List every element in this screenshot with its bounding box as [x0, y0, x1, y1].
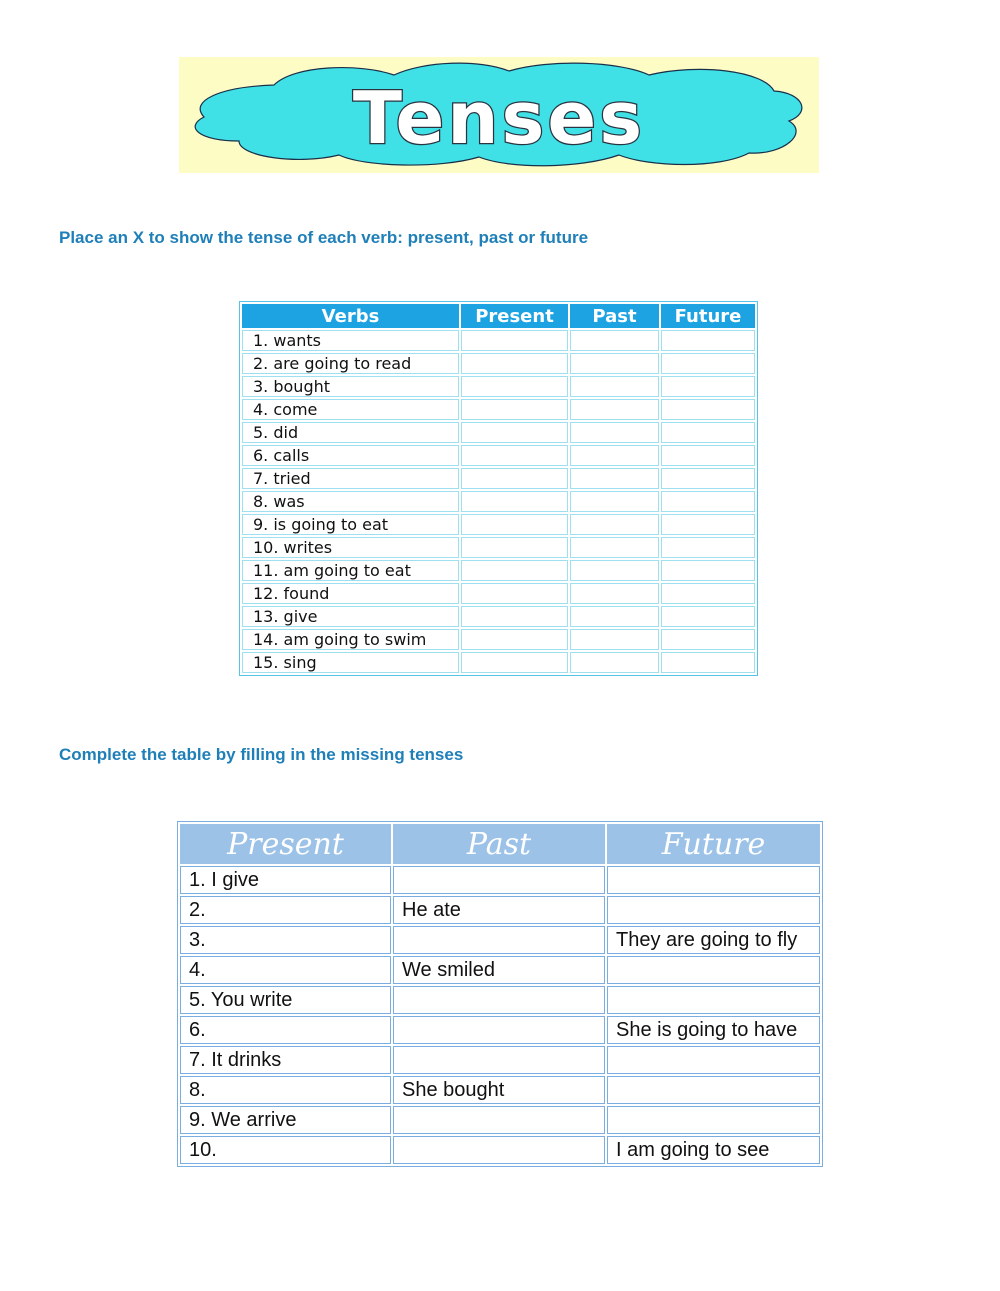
past-cell[interactable]	[393, 1016, 605, 1044]
present-cell: 5. You write	[180, 986, 391, 1014]
future-cell[interactable]	[607, 896, 820, 924]
missing-tenses-table	[177, 821, 823, 1167]
verb-cell: 7. tried	[242, 468, 459, 489]
future-answer-cell[interactable]	[661, 537, 755, 558]
present-cell: 4.	[180, 956, 391, 984]
header-present: Present	[461, 304, 568, 328]
present-answer-cell[interactable]	[461, 606, 568, 627]
future-cell[interactable]	[607, 1046, 820, 1074]
future-cell[interactable]	[607, 1076, 820, 1104]
future-cell[interactable]	[607, 956, 820, 984]
future-answer-cell[interactable]	[661, 468, 755, 489]
title-banner	[179, 57, 819, 173]
cloud-icon	[179, 57, 819, 173]
future-answer-cell[interactable]	[661, 514, 755, 535]
header-future: Future	[607, 824, 820, 864]
present-answer-cell[interactable]	[461, 399, 568, 420]
future-answer-cell[interactable]	[661, 583, 755, 604]
table-row	[242, 353, 755, 374]
past-cell[interactable]	[393, 926, 605, 954]
present-answer-cell[interactable]	[461, 652, 568, 673]
present-cell: 10.	[180, 1136, 391, 1164]
table-row	[180, 956, 820, 984]
table-row	[242, 376, 755, 397]
exercise2-instruction: Complete the table by filling in the missing tenses	[59, 745, 464, 764]
verb-cell: 11. am going to eat	[242, 560, 459, 581]
past-cell[interactable]	[393, 866, 605, 894]
future-answer-cell[interactable]	[661, 652, 755, 673]
past-cell: We smiled	[393, 956, 605, 984]
table-row	[242, 445, 755, 466]
table-row	[242, 514, 755, 535]
future-answer-cell[interactable]	[661, 606, 755, 627]
verb-cell: 10. writes	[242, 537, 459, 558]
past-cell: He ate	[393, 896, 605, 924]
future-cell: I am going to see	[607, 1136, 820, 1164]
present-answer-cell[interactable]	[461, 353, 568, 374]
present-cell: 8.	[180, 1076, 391, 1104]
table-row	[180, 1136, 820, 1164]
past-answer-cell[interactable]	[570, 629, 659, 650]
verb-cell: 12. found	[242, 583, 459, 604]
verb-cell: 1. wants	[242, 330, 459, 351]
past-cell[interactable]	[393, 1106, 605, 1134]
present-answer-cell[interactable]	[461, 583, 568, 604]
verb-cell: 15. sing	[242, 652, 459, 673]
table-row	[180, 926, 820, 954]
verb-cell: 13. give	[242, 606, 459, 627]
exercise1-instruction: Place an X to show the tense of each verb: present, past or future	[59, 228, 589, 247]
table-row	[180, 1046, 820, 1074]
past-cell[interactable]	[393, 986, 605, 1014]
future-answer-cell[interactable]	[661, 399, 755, 420]
future-answer-cell[interactable]	[661, 330, 755, 351]
verb-cell: 9. is going to eat	[242, 514, 459, 535]
verb-cell: 4. come	[242, 399, 459, 420]
table-row	[180, 1076, 820, 1104]
present-answer-cell[interactable]	[461, 376, 568, 397]
future-cell[interactable]	[607, 1106, 820, 1134]
present-cell: 9. We arrive	[180, 1106, 391, 1134]
past-answer-cell[interactable]	[570, 445, 659, 466]
verb-cell: 3. bought	[242, 376, 459, 397]
verb-cell: 2. are going to read	[242, 353, 459, 374]
table-row	[242, 468, 755, 489]
table-row	[242, 537, 755, 558]
present-cell: 6.	[180, 1016, 391, 1044]
future-answer-cell[interactable]	[661, 353, 755, 374]
future-answer-cell[interactable]	[661, 376, 755, 397]
future-cell: They are going to fly	[607, 926, 820, 954]
present-answer-cell[interactable]	[461, 422, 568, 443]
past-answer-cell[interactable]	[570, 422, 659, 443]
table-row	[242, 652, 755, 673]
table-row	[180, 1016, 820, 1044]
future-cell: She is going to have	[607, 1016, 820, 1044]
table-row	[242, 399, 755, 420]
future-answer-cell[interactable]	[661, 629, 755, 650]
table-row	[242, 629, 755, 650]
verb-cell: 6. calls	[242, 445, 459, 466]
present-cell: 2.	[180, 896, 391, 924]
verb-cell: 5. did	[242, 422, 459, 443]
past-answer-cell[interactable]	[570, 514, 659, 535]
past-answer-cell[interactable]	[570, 560, 659, 581]
tense-identification-table	[239, 301, 758, 676]
header-future: Future	[661, 304, 755, 328]
table-row	[242, 583, 755, 604]
present-cell: 1. I give	[180, 866, 391, 894]
header-present: Present	[180, 824, 391, 864]
past-cell: She bought	[393, 1076, 605, 1104]
present-answer-cell[interactable]	[461, 445, 568, 466]
present-answer-cell[interactable]	[461, 537, 568, 558]
verb-cell: 14. am going to swim	[242, 629, 459, 650]
past-answer-cell[interactable]	[570, 353, 659, 374]
past-answer-cell[interactable]	[570, 652, 659, 673]
present-cell: 7. It drinks	[180, 1046, 391, 1074]
present-answer-cell[interactable]	[461, 330, 568, 351]
table-row	[180, 896, 820, 924]
future-cell[interactable]	[607, 866, 820, 894]
header-verbs: Verbs	[242, 304, 459, 328]
page-title: Tenses	[352, 76, 646, 160]
past-answer-cell[interactable]	[570, 491, 659, 512]
table-row	[180, 1106, 820, 1134]
present-answer-cell[interactable]	[461, 491, 568, 512]
table-row	[242, 422, 755, 443]
past-answer-cell[interactable]	[570, 399, 659, 420]
table-row	[242, 330, 755, 351]
past-answer-cell[interactable]	[570, 583, 659, 604]
present-answer-cell[interactable]	[461, 514, 568, 535]
table-row	[180, 986, 820, 1014]
header-past: Past	[393, 824, 605, 864]
table-row	[242, 491, 755, 512]
past-answer-cell[interactable]	[570, 376, 659, 397]
present-answer-cell[interactable]	[461, 560, 568, 581]
future-answer-cell[interactable]	[661, 560, 755, 581]
table-row	[242, 606, 755, 627]
present-answer-cell[interactable]	[461, 629, 568, 650]
future-answer-cell[interactable]	[661, 422, 755, 443]
table-header-row	[242, 304, 755, 328]
past-answer-cell[interactable]	[570, 537, 659, 558]
table-header-row	[180, 824, 820, 864]
future-answer-cell[interactable]	[661, 445, 755, 466]
past-answer-cell[interactable]	[570, 330, 659, 351]
table-row	[180, 866, 820, 894]
future-cell[interactable]	[607, 986, 820, 1014]
table-row	[242, 560, 755, 581]
header-past: Past	[570, 304, 659, 328]
future-answer-cell[interactable]	[661, 491, 755, 512]
past-cell[interactable]	[393, 1046, 605, 1074]
past-answer-cell[interactable]	[570, 606, 659, 627]
past-answer-cell[interactable]	[570, 468, 659, 489]
past-cell[interactable]	[393, 1136, 605, 1164]
present-cell: 3.	[180, 926, 391, 954]
verb-cell: 8. was	[242, 491, 459, 512]
present-answer-cell[interactable]	[461, 468, 568, 489]
